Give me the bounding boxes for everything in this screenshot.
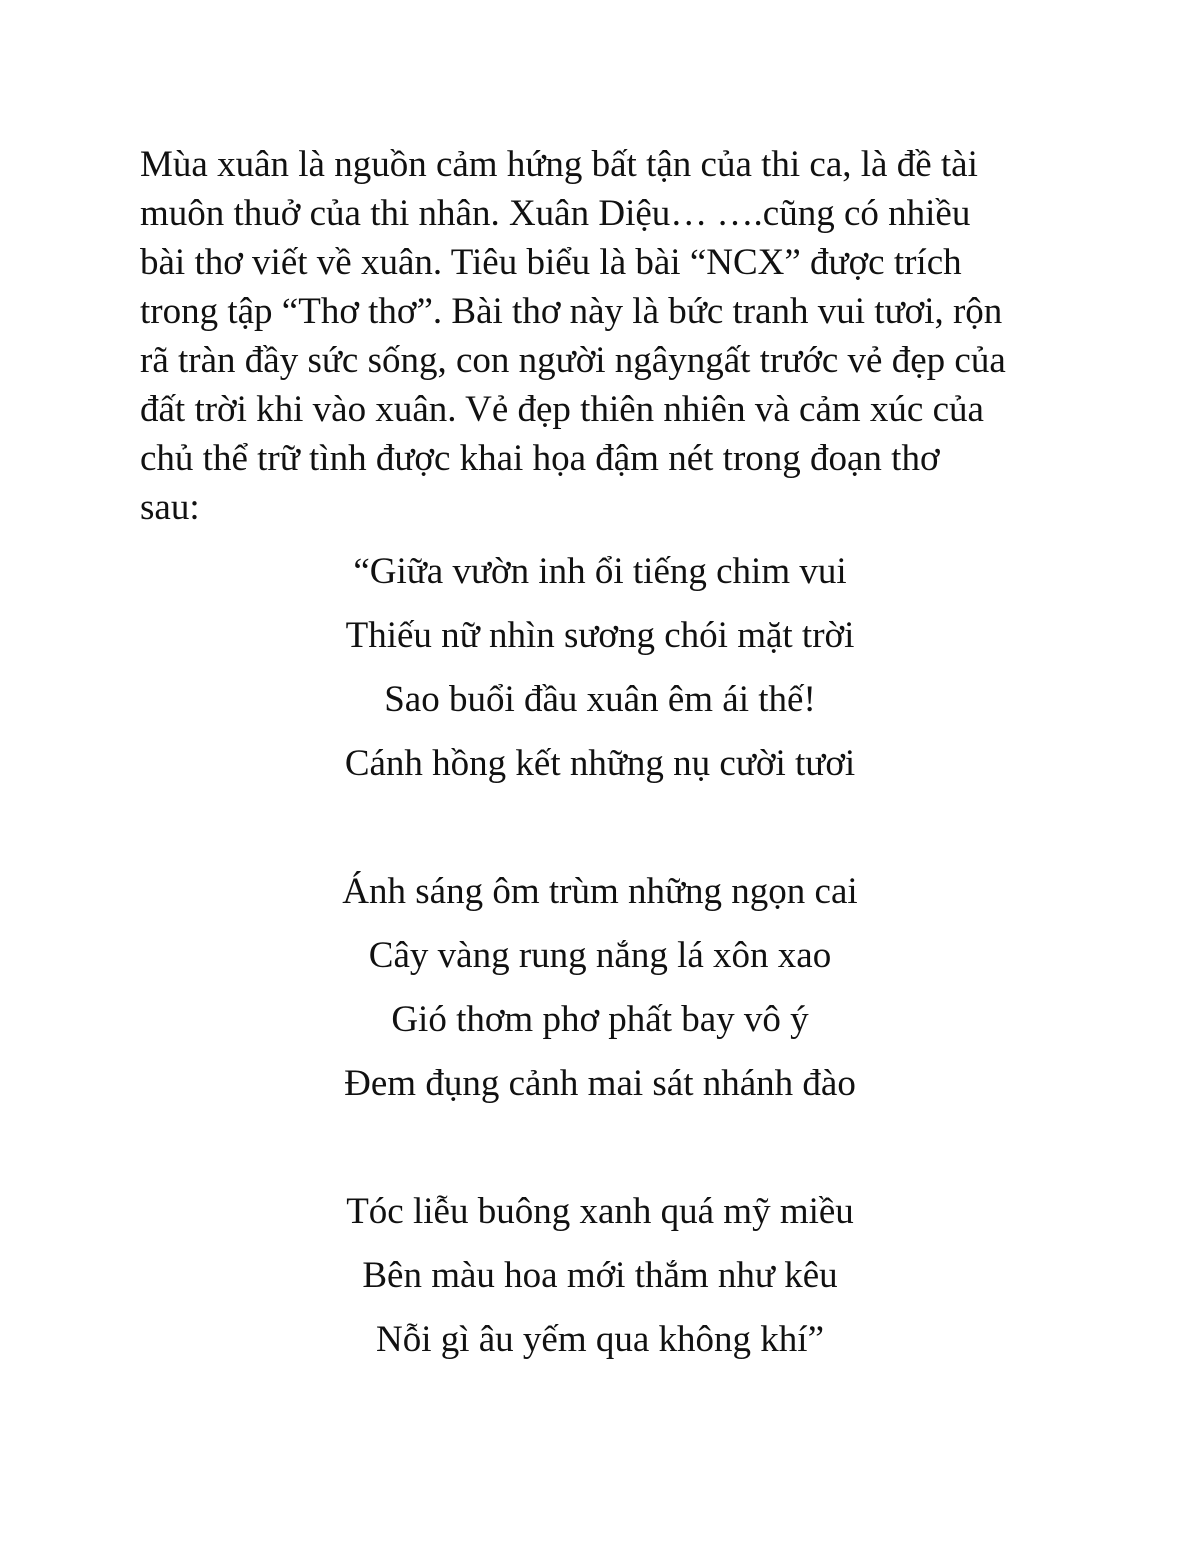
poem-line: Tóc liễu buông xanh quá mỹ miều (346, 1191, 854, 1232)
poem-stanza-3 (200, 1185, 1000, 1377)
poem-line: Cây vàng rung nắng lá xôn xao (368, 935, 832, 976)
intro-line: Mùa xuân là nguồn cảm hứng bất tận của thi ca, là đề tài (140, 144, 978, 185)
poem-stanza-2 (200, 865, 1000, 1121)
poem-excerpt (200, 545, 1000, 1377)
intro-line: sau: (140, 487, 200, 528)
intro-line: chủ thể trữ tình được khai họa đậm nét trong đoạn thơ (140, 438, 940, 479)
poem-line: Ánh sáng ôm trùm những ngọn cai (342, 871, 858, 912)
poem-line: Nỗi gì âu yếm qua không khí” (375, 1319, 825, 1360)
poem-line: Gió thơm phơ phất bay vô ý (391, 999, 809, 1040)
poem-line: Đem đụng cảnh mai sát nhánh đào (344, 1063, 856, 1104)
intro-line: rã tràn đầy sức sống, con người ngâyngất trước vẻ đẹp của (140, 340, 1006, 381)
poem-stanza-1 (200, 545, 1000, 801)
poem-line: Thiếu nữ nhìn sương chói mặt trời (345, 615, 855, 656)
poem-line: Bên màu hoa mới thắm như kêu (362, 1255, 838, 1296)
intro-line: đất trời khi vào xuân. Vẻ đẹp thiên nhiên và cảm xúc của (140, 389, 984, 430)
poem-line: “Giữa vườn inh ổi tiếng chim vui (353, 551, 847, 592)
intro-line: muôn thuở của thi nhân. Xuân Diệu… ….cũng có nhiều (140, 193, 971, 234)
poem-line: Sao buổi đầu xuân êm ái thế! (384, 679, 816, 720)
poem-line: Cánh hồng kết những nụ cười tươi (344, 743, 856, 784)
intro-line: trong tập “Thơ thơ”. Bài thơ này là bức tranh vui tươi, rộn (140, 291, 1003, 332)
intro-paragraph (140, 140, 1080, 532)
intro-line: bài thơ viết về xuân. Tiêu biểu là bài “NCX” được trích (140, 242, 962, 283)
